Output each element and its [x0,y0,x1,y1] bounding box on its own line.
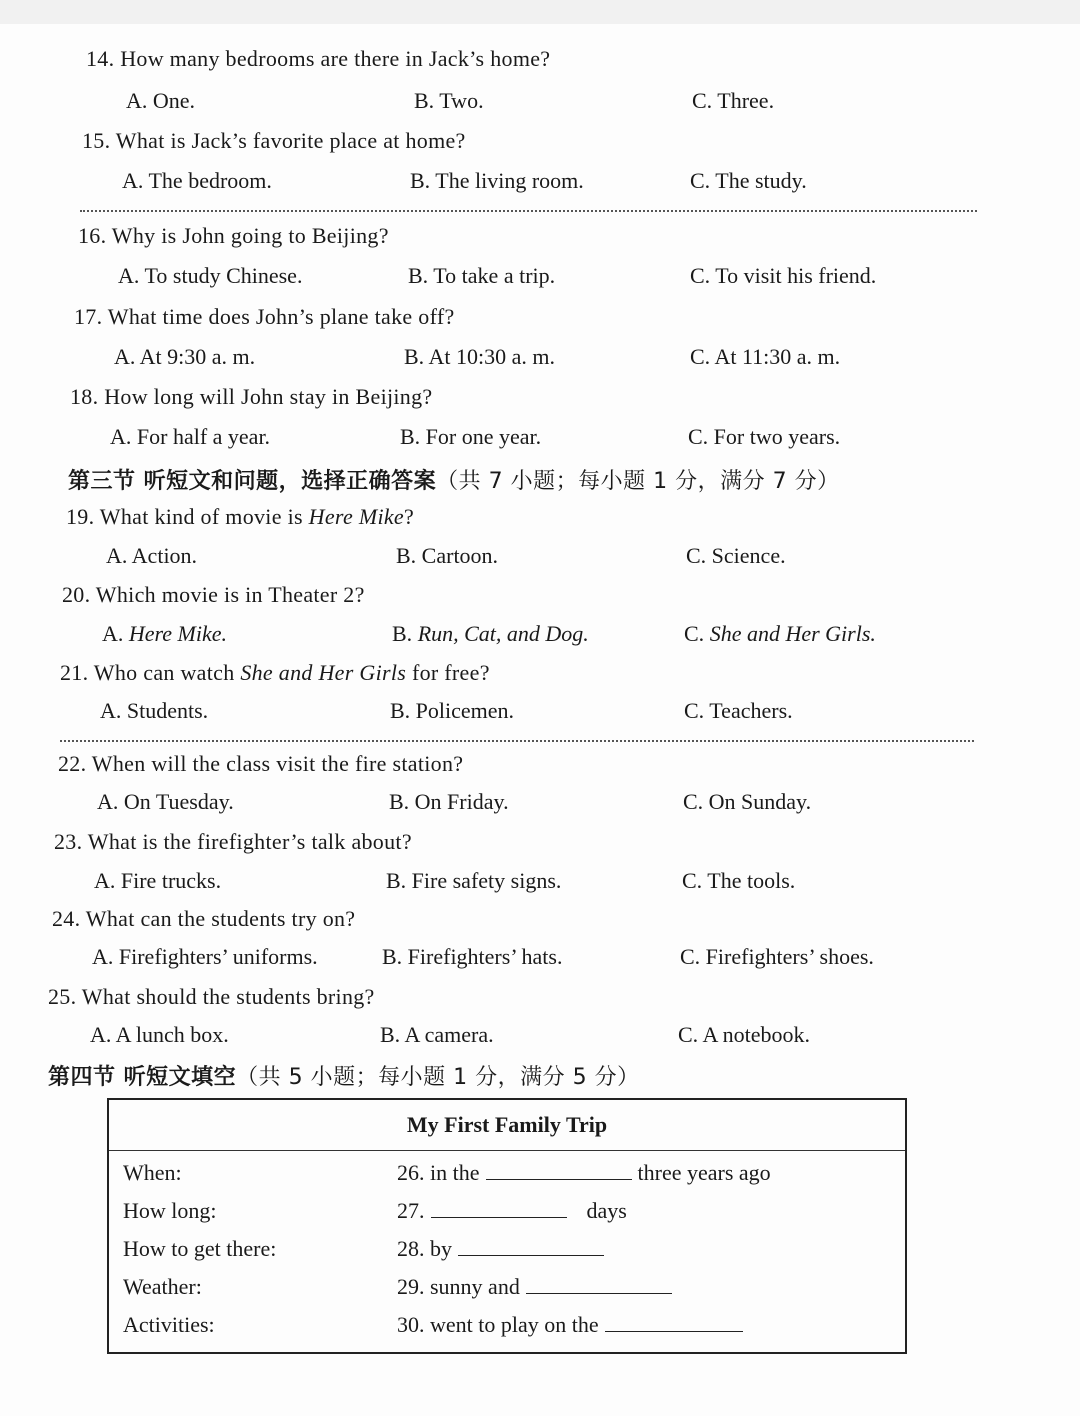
option-c: C. Teachers. [684,698,793,723]
option-c [684,621,876,647]
question-19 [66,504,414,530]
option-c: C. Firefighters’ shoes. [680,944,874,969]
question-25: 25. What should the students bring? [48,984,375,1009]
row-label: Weather: [123,1274,202,1299]
dotted-divider [60,740,974,742]
row-value [397,1198,627,1224]
option-a: A. At 9:30 a. m. [114,344,256,369]
row-prefix: 27. [397,1198,425,1223]
option-b: B. For one year. [400,424,542,449]
question-14: 14. How many bedrooms are there in Jack’s home? [86,46,551,71]
option-b [392,621,589,647]
option-b: B. To take a trip. [408,263,556,288]
option-a: A. The bedroom. [122,168,272,193]
option-a: A. On Tuesday. [97,789,234,814]
option-c: C. Science. [686,543,786,568]
row-prefix: 30. went to play on the [397,1312,599,1337]
movie-title: Here Mike [308,504,404,529]
question-mark: ? [404,504,415,529]
row-value [397,1312,749,1338]
row-suffix: days [586,1198,627,1223]
option-c: C. At 11:30 a. m. [690,344,841,369]
question-16: 16. Why is John going to Beijing? [78,223,389,248]
dotted-divider [80,210,977,212]
option-a: A. A lunch box. [90,1022,229,1047]
option-b: B. Fire safety signs. [386,868,562,893]
row-prefix: 28. by [397,1236,452,1261]
option-c: C. A notebook. [678,1022,811,1047]
option-label: C. [684,621,710,646]
option-c: C. The tools. [682,868,796,893]
section-3-title: 第三节 听短文和问题，选择正确答案 [68,469,437,494]
question-18: 18. How long will John stay in Beijing? [70,384,433,409]
question-text-end: for free? [406,660,490,685]
row-value [397,1160,771,1186]
answer-blank-30[interactable] [605,1313,743,1332]
answer-blank-28[interactable] [458,1237,604,1256]
option-c: C. On Sunday. [683,789,812,814]
question-15: 15. What is Jack’s favorite place at home? [82,128,466,153]
answer-blank-27[interactable] [431,1199,567,1218]
fill-in-table [107,1098,907,1354]
option-c: C. The study. [690,168,807,193]
option-label: A. [102,621,129,646]
option-a [102,621,227,647]
row-label: How long: [123,1198,217,1223]
option-c: C. For two years. [688,424,841,449]
movie-title: Run, Cat, and Dog. [417,621,589,646]
table-row [109,1160,905,1198]
section-4-note: （共 5 小题；每小题 1 分，满分 5 分） [236,1065,640,1090]
section-3-header [68,464,840,495]
option-a: A. One. [126,88,196,113]
section-3-note: （共 7 小题；每小题 1 分，满分 7 分） [436,469,840,494]
question-text: 19. What kind of movie is [66,504,309,529]
option-a: A. Fire trucks. [94,868,222,893]
movie-title: She and Her Girls. [709,621,876,646]
table-row [109,1198,905,1236]
question-21 [60,660,490,686]
row-suffix: three years ago [637,1160,771,1185]
row-value [397,1274,678,1300]
option-a: A. For half a year. [110,424,271,449]
row-value [397,1236,610,1262]
row-label: Activities: [123,1312,215,1337]
option-b: B. At 10:30 a. m. [404,344,555,369]
movie-title: She and Her Girls [240,660,407,685]
option-a: A. To study Chinese. [118,263,303,288]
table-row [109,1312,905,1350]
option-b: B. A camera. [380,1022,494,1047]
answer-blank-29[interactable] [526,1275,672,1294]
question-22: 22. When will the class visit the fire station? [58,751,464,776]
option-b: B. Policemen. [390,698,515,723]
option-a: A. Action. [106,543,198,568]
option-label: B. [392,621,418,646]
question-20: 20. Which movie is in Theater 2? [62,582,365,607]
question-24: 24. What can the students try on? [52,906,356,931]
option-b: B. The living room. [410,168,584,193]
question-23: 23. What is the firefighter’s talk about? [54,829,412,854]
option-c: C. Three. [692,88,775,113]
row-label: When: [123,1160,182,1185]
row-label: How to get there: [123,1236,277,1261]
table-row [109,1236,905,1274]
answer-blank-26[interactable] [486,1161,632,1180]
question-17: 17. What time does John’s plane take off? [74,304,455,329]
row-prefix: 29. sunny and [397,1274,520,1299]
section-4-title: 第四节 听短文填空 [48,1065,237,1090]
scan-edge [0,0,1080,24]
movie-title: Here Mike. [128,621,228,646]
option-a: A. Students. [100,698,209,723]
option-b: B. Firefighters’ hats. [382,944,563,969]
option-b: B. On Friday. [389,789,509,814]
row-prefix: 26. in the [397,1160,480,1185]
option-c: C. To visit his friend. [690,263,877,288]
option-a: A. Firefighters’ uniforms. [92,944,318,969]
section-4-header [48,1060,640,1091]
table-row [109,1274,905,1312]
table-title: My First Family Trip [109,1100,905,1151]
option-b: B. Cartoon. [396,543,499,568]
option-b: B. Two. [414,88,484,113]
question-text: 21. Who can watch [60,660,241,685]
